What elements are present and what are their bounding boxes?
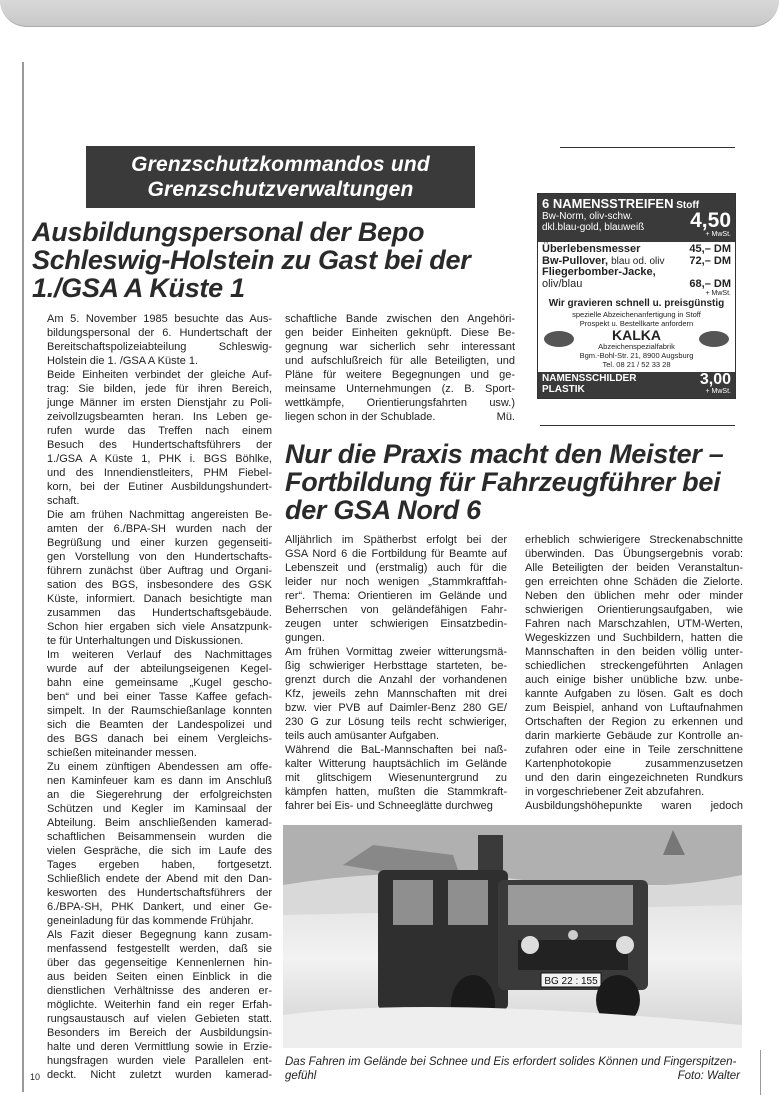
- headline-line: 1./GSA A Küste 1: [32, 273, 245, 303]
- text-line: über das gegenseitige Kennenlernen hin-: [47, 957, 272, 969]
- text-line: zeugen unter schwierigen Einsatzbedin-: [285, 618, 507, 630]
- ad-special: spezielle Abzeichenanfertigung in Stoff: [572, 309, 701, 319]
- text-line: 230 G zur Lösung teils recht schwieriger,: [285, 716, 507, 728]
- text-line: schießen miteinander messen.: [47, 747, 197, 759]
- text-line: gegnung war sicherlich sehr interessant: [285, 341, 515, 353]
- section-banner-line: Grenzschutzverwaltungen: [147, 178, 414, 201]
- text-line: des BGS danach bei einem Vergleichs-: [47, 733, 272, 745]
- text-line: überwinden. Das Übungsergebnis vorab:: [525, 548, 743, 560]
- ad-variant: Bw-Norm, oliv-schw.: [542, 211, 633, 222]
- ad-item-price: 72,– DM: [689, 254, 731, 267]
- page-left-rule: [22, 62, 24, 1092]
- text-line: leider nur noch wenigen „Stammkraftfah-: [285, 576, 507, 588]
- text-line: Besonders im Bereich der Ausbildungsin-: [47, 1027, 272, 1039]
- text-line: Als Fazit dieser Begegnung kann zusam-: [47, 929, 272, 941]
- text-line: Bereitschaftspolizeiabteilung Schleswig-: [47, 341, 272, 353]
- text-line: Im weiteren Verlauf des Nachmittages: [47, 649, 272, 661]
- ad-brand-sub: Abzeichenspezialfabrik: [598, 341, 675, 351]
- text-line: wettkämpfe, Orientierungsfahrten usw.): [285, 397, 515, 409]
- text-line: Alljährlich im Spätherbst erfolgt bei der: [285, 534, 507, 546]
- text-line: Während die BaL-Mannschaften bei naß-: [285, 744, 507, 756]
- last-line: liegen schon in der Schublade.: [285, 411, 436, 423]
- text-line: Mannschaften in den beiden völlig unter-: [525, 646, 743, 658]
- ad-item-name: Bw-Pullover,: [542, 254, 609, 267]
- caption-text: Das Fahren im Gelände bei Schnee und Eis erfordert solides Können und Fingerspitzen-gefühl: [285, 1056, 737, 1082]
- text-line: Neben den üblichen mehr oder minder: [525, 590, 743, 602]
- text-line: kalter Witterung hauptsächlich im Gelände: [285, 758, 507, 770]
- text-line: Küste, informiert. Danach besichtigte man: [47, 593, 272, 605]
- ad-item: [538, 267, 735, 279]
- headline-line: Nur die Praxis macht den Meister –: [285, 439, 724, 469]
- text-line: Beherrschen von geländefähigen Fahr-: [285, 604, 507, 616]
- article1-headline: [32, 218, 470, 302]
- ad-special: Prospekt u. Bestellkarte anfordern: [579, 318, 694, 328]
- ad-variant: dkl.blau-gold, blauweiß: [542, 222, 645, 233]
- text-line: und den darin eingezeichneten Rundkurs: [525, 772, 743, 784]
- photo-caption: [285, 1055, 740, 1083]
- text-line: Kartenphotokopie zusammenzusetzen: [525, 758, 743, 770]
- ad-footer: [538, 372, 735, 398]
- text-line: Die am frühen Nachmittag angereisten Be-: [47, 509, 272, 521]
- text-line: zufahren oder eine in Teile zerschnittene: [525, 744, 743, 756]
- ad-item-price: 68,– DM: [689, 277, 731, 290]
- text-line: bzw. vier PVB auf Daimler-Benz 280 GE/: [285, 702, 507, 714]
- section-banner: [86, 146, 475, 208]
- text-line: deckt. Nicht zuletzt wurden kamerad-: [47, 1069, 272, 1081]
- text-line: und des Innendienstleiters, PHM Fiebel-: [47, 467, 272, 479]
- ad-title-suffix: Stoff: [676, 200, 700, 211]
- text-line: Abteilung. Beim anschließenden kamerad-: [47, 817, 272, 829]
- text-line: Am 5. November 1985 besuchte das Aus-: [47, 313, 272, 325]
- advertisement-kalka: [537, 193, 736, 399]
- text-line: 6./BPA-SH, PHK Dankert, und einer Ge-: [47, 901, 272, 913]
- text-line: GSA Nord 6 die Fortbildung für Beamte auf: [285, 548, 507, 560]
- ad-vat: + MwSt.: [705, 387, 731, 395]
- text-line: amten der 6./BPA-SH wurden nach der: [47, 523, 272, 535]
- text-line: in vorgeschriebener Zeit abzufahren.: [525, 786, 705, 798]
- parachute-badge-icon: [699, 331, 729, 347]
- text-line: korn, bei der Eutiner Ausbildungshundert-: [47, 481, 272, 493]
- text-line: kämpfen hatten, mußten die Stammkraft-: [285, 786, 507, 798]
- headline-line: Ausbildungspersonal der Bepo: [32, 217, 425, 247]
- text-line: schiedlichen streckengeführten Anlagen: [525, 660, 743, 672]
- author-signature: Mü.: [496, 411, 515, 423]
- text-line: Schließlich endete der Abend mit den Dan-: [47, 873, 272, 885]
- ad-footer-text: PLASTIK: [542, 383, 585, 395]
- headline-line: Fortbildung für Fahrzeugführer bei: [285, 467, 721, 497]
- text-line: möglichte. Weiterhin fand ein reger Erfah-: [47, 999, 272, 1011]
- text-line: Wegeskizzen und Suchbildern, hatten die: [525, 632, 743, 644]
- text-line: 1./GSA A Küste 1, PHK i. BGS Böhlke,: [47, 453, 272, 465]
- text-line: erheblich schwierigere Streckenabschnitte: [525, 534, 743, 546]
- text-line: und aufschlußreich für alle Beteiligten, und: [285, 355, 515, 367]
- text-line: nen Kaminfeuer kam es dann im Anschluß: [47, 775, 272, 787]
- text-line: zusammen das Hundertschaftsgebäude.: [47, 607, 272, 619]
- parachute-badge-icon: [544, 331, 574, 347]
- text-line: Lebenszeit und (erstmalig) auch für die: [285, 562, 507, 574]
- ad-vat: + MwSt.: [705, 290, 731, 297]
- text-line: Schon hier ergaben sich viele Ansatzpunk-: [47, 621, 272, 633]
- scan-edge: [0, 0, 779, 27]
- text-line: schaft.: [47, 495, 80, 507]
- text-line: auch einige bisher unübliche bzw. unbe-: [525, 674, 743, 686]
- text-line: simpelt. In der Raumschießanlage konnten: [47, 705, 272, 717]
- photo-jeep-in-snow: [283, 825, 742, 1048]
- text-line: zum Beispiel, anhand von Luftaufnahmen: [525, 702, 743, 714]
- article1-column-2: [285, 312, 515, 424]
- text-line: grenzt durch die Anzahl der vorhandenen: [285, 674, 507, 686]
- ad-address: Bgm.-Bohl-Str. 21, 8900 Augsburg: [579, 350, 694, 360]
- text-line: Alle Beteiligten der beiden Veranstaltun-: [525, 562, 743, 574]
- ad-item-detail: blau od. oliv: [611, 255, 665, 267]
- text-line: Ausbildungshöhepunkte waren jedoch: [525, 800, 743, 812]
- text-line: Kfz, jeweils zehn Mannschaften mit drei: [285, 688, 507, 700]
- closing-line: [285, 410, 515, 424]
- text-line: Schützen und Kegler im Kaminsaal der: [47, 803, 272, 815]
- text-line: schaftliche Bande zwischen den Angehöri-: [285, 313, 515, 325]
- text-line: mit glitschigem Wiesenuntergrund zu: [285, 772, 507, 784]
- license-plate: BG 22 : 155: [544, 976, 598, 987]
- ad-price: 4,50: [690, 209, 731, 232]
- text-line: gen erreichten ohne Schäden die Zielorte.: [525, 576, 743, 588]
- text-line: Holstein die 1. /GSA A Küste 1.: [47, 355, 199, 367]
- ad-item-detail: oliv/blau: [542, 277, 583, 290]
- ad-vat: + MwSt.: [705, 231, 731, 238]
- text-line: hungsfragen wurden viele Parallelen ent-: [47, 1055, 272, 1067]
- text-line: Fahren nach Marschzahlen, UTM-Werten,: [525, 618, 743, 630]
- text-line: Zu einem zünftigen Abendessen am offe-: [47, 761, 272, 773]
- text-line: Beide Einheiten verbindet der gleiche Auf-: [47, 369, 272, 381]
- text-line: teils auch amüsanter Aufgaben.: [285, 730, 440, 742]
- photo-credit: Foto: Walter: [677, 1070, 740, 1082]
- ad-title: 6 NAMENSSTREIFEN: [542, 196, 674, 211]
- text-line: meinsame Unternehmungen (z. B. Sport-: [285, 383, 515, 395]
- headline-line: Schleswig-Holstein zu Gast bei der: [32, 245, 471, 275]
- text-line: trag: Sie bilden, jede für ihren Bereich,: [47, 383, 272, 395]
- text-line: geneinladung für das kommende Frühjahr.: [47, 915, 254, 927]
- ad-item: [538, 279, 735, 291]
- text-line: vielen Gespräche, die sich im Laufe des: [47, 845, 272, 857]
- text-line: fahrer bei Eis- und Schneeglätte durchweg: [285, 800, 493, 812]
- text-line: Begrüßung und einer kurzen gegenseiti-: [47, 537, 272, 549]
- ad-header: [538, 194, 735, 242]
- text-line: te für Unterhaltungen und Diskussionen.: [47, 635, 244, 647]
- text-line: gen beider Einheiten geknüpft. Diese Be-: [285, 327, 515, 339]
- text-line: ben“ und bei einer Tasse Kaffee gefach-: [47, 691, 272, 703]
- text-line: darin markierte Gebäude zur Kontrolle an-: [525, 730, 743, 742]
- text-line: halte und deren Vermittlung sowie in Erzie-: [47, 1041, 272, 1053]
- divider: [560, 147, 735, 148]
- text-line: aus beiden Seiten einen Einblick in die: [47, 971, 272, 983]
- text-line: bildungspersonal der 6. Hundertschaft der: [47, 327, 272, 339]
- article2-column-1: [285, 533, 507, 813]
- page-right-rule: [760, 1050, 761, 1095]
- ad-item-name: Überlebensmesser: [542, 243, 641, 255]
- text-line: wurde auf der abteilungseigenen Kegel-: [47, 663, 272, 675]
- text-line: menfassend festgestellt werden, daß sie: [47, 943, 272, 955]
- page-number: 10: [30, 1072, 41, 1082]
- text-line: dienstlichen Verhältnisse des anderen er-: [47, 985, 272, 997]
- section-banner-line: Grenzschutzkommandos und: [131, 153, 430, 176]
- text-line: sation des BGS, insbesondere des GSK: [47, 579, 272, 591]
- text-line: Ortschaften der Region zu erkennen und: [525, 716, 743, 728]
- divider: [540, 425, 735, 426]
- text-line: sich die Beamten der Landespolizei und: [47, 719, 272, 731]
- ad-price: 3,00: [699, 370, 731, 388]
- article2-column-2: [525, 533, 743, 813]
- ad-item-name: Fliegerbomber-Jacke,: [542, 266, 656, 278]
- text-line: schwierigen Orientierungsaufgaben, wie: [525, 604, 743, 616]
- text-line: Pläne für weitere Begegnungen und ge-: [285, 369, 515, 381]
- headline-line: der GSA Nord 6: [285, 495, 481, 525]
- text-line: kesworten des Hundertschaftsführers der: [47, 887, 272, 899]
- text-line: schaftlichen Beisammensein wurden die: [47, 831, 272, 843]
- text-line: Tages ergeben haben, fortgesetzt.: [47, 859, 272, 871]
- ad-item-price: 45,– DM: [689, 243, 731, 255]
- text-line: gungen.: [285, 632, 325, 644]
- text-line: rufen wurde das Treffen nach einem: [47, 425, 272, 437]
- article1-column-1: [47, 312, 272, 1082]
- article2-headline: [285, 440, 723, 524]
- text-line: Am frühen Vormittag zweier witterungsmä-: [285, 646, 507, 658]
- text-line: Besuch des Hundertschaftsführers der: [47, 439, 272, 451]
- text-line: an die Siegerehrung der erfolgreichsten: [47, 789, 272, 801]
- text-line: ßig schwieriger Herbsttage starteten, be-: [285, 660, 507, 672]
- text-line: junge Männer im ersten Dienstjahr zu Poli-: [47, 397, 272, 409]
- text-line: gen Vorstellung von den Hundertschafts-: [47, 551, 272, 563]
- text-line: rungsaustausch auf vielen Gebieten statt.: [47, 1013, 272, 1025]
- text-line: führern zunächst über Auftrag und Organi-: [47, 565, 272, 577]
- ad-engrave: Wir gravieren schnell u. preisgünstig: [548, 298, 725, 309]
- ad-footer-text: NAMENSSCHILDER: [542, 372, 637, 384]
- ad-phone: Tel. 08 21 / 52 33 28: [602, 359, 671, 369]
- ad-brand: KALKA: [612, 326, 661, 343]
- text-line: rer“. Thema: Orientieren im Gelände und: [285, 590, 507, 602]
- text-line: kannte Aufgaben zu lösen. Galt es doch: [525, 688, 743, 700]
- text-line: bahn eine gemeinsame „Kugel gescho-: [47, 677, 272, 689]
- text-line: zeivollzugsbeamten heran. Ins Leben ge-: [47, 411, 272, 423]
